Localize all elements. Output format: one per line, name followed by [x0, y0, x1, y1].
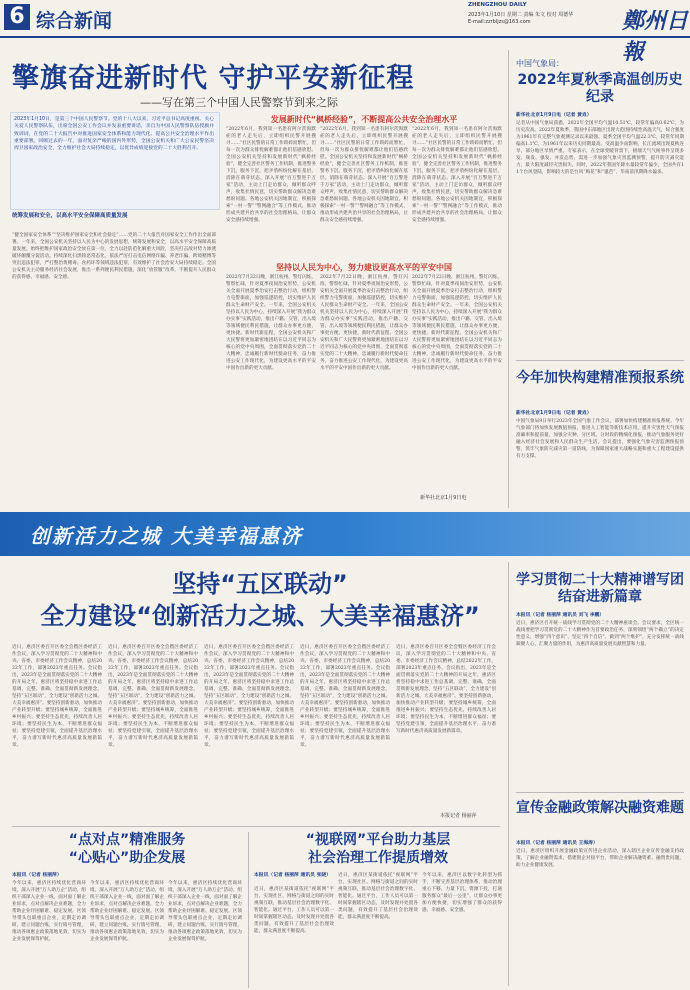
right-bottom2-dateline: 本报讯（记者 杨丽萍 通讯员 王海涛）: [516, 841, 598, 846]
feature-divider: [12, 826, 500, 827]
bottom-left-headline-line2: “心贴心”助企发展: [68, 850, 186, 866]
right-top-dateline: 新华社北京1月9日电（记者 黄垚）: [516, 113, 592, 118]
right-divider: [516, 360, 684, 361]
bottom-left-body-col1: 今年以来，惠济区持续优化营商环境，深入开展“万人助万企”活动，组织干部深入企业一线，面对面了解企业诉求，点对点解决企业难题，全力帮助企业纾困解难、稳定发展。区领导带头包联重点企业，定期走访调研，建立问题台账，实行销号管理，推动各项惠企政策落地见效，切实为企业发展保驾护航。: [12, 881, 86, 942]
right-top-kicker: 中国气象局：: [516, 59, 564, 68]
bottom-mid-headline-line1: “视联网”平台助力基层: [305, 832, 451, 848]
lead-headline: 擎旗奋进新时代 守护平安新征程: [12, 63, 415, 94]
section-name: 综合新闻: [36, 10, 113, 32]
bottom-mid-body-col1: 近日，惠济区某街道依托“视联网”平台，实现社区、网格与街道之间的实时视频互联，推动基层社会治理数字化、智能化。通过平台，工作人员可以第一时间掌握辖区动态，及时发现并处置各类问题，有效提升了基层社会治理效能，群众满意度不断提高。: [254, 887, 334, 934]
bottom-mid-body-col3: 今年以来，惠济区以数字化转型为抓手，不断完善基层治理体系，推动治理重心下移、力量下沉、资源下投，打通服务群众“最后一公里”，让群众办事更加方便快捷，切实增强了群众的获得感、幸福感、安全感。: [422, 873, 502, 913]
right-bottom-dateline: 本报讯（记者 杨丽萍 通讯员 刘飞 李鹏）: [516, 613, 605, 618]
paper-english-name: ZHENGZHOU DAILY: [468, 2, 527, 8]
bottom-divider: [248, 832, 249, 988]
lead-subtitle: ——写在第三个中国人民警察节到来之际: [140, 96, 338, 109]
column-divider-lower: [508, 562, 509, 986]
right-bottom-divider: [516, 792, 684, 793]
feature-body-col4: 近日，惠济区委召开区委全会暨区委经济工作会议，深入学习贯彻党的二十大精神和中央、省委、市委经济工作会议精神，总结2022年工作，部署2023年重点任务。会议指出，2023年是全面贯彻落实党的二十大精神的开局之年，惠济区将坚持稳中求进工作总基调，完整、准确、全面贯彻新发展理念，坚持“五区联动”，全力建设“创新活力之城、大美幸福惠济”。要坚持创新驱动，加快推动产业转型升级；要坚持城乡统筹，全面推进乡村振兴；要坚持生态优先，持续改善人居环境；要坚持民生为本，不断增进群众福祉；要坚持党建引领，全面提升基层治理水平，奋力谱写新时代惠济高质量发展新篇章。: [300, 645, 390, 748]
section2-heading: 发展新时代“枫桥经验”，不断提高公共安全治理水平: [270, 115, 458, 124]
right-bottom-headline: 学习贯彻二十大精神谱写团结奋进新篇章: [516, 572, 684, 605]
feature-body-col1: 近日，惠济区委召开区委全会暨区委经济工作会议，深入学习贯彻党的二十大精神和中央、省委、市委经济工作会议精神，总结2022年工作，部署2023年重点任务。会议指出，2023年是全面贯彻落实党的二十大精神的开局之年，惠济区将坚持稳中求进工作总基调，完整、准确、全面贯彻新发展理念，坚持“五区联动”，全力建设“创新活力之城、大美幸福惠济”。要坚持创新驱动，加快推动产业转型升级；要坚持城乡统筹，全面推进乡村振兴；要坚持生态优先，持续改善人居环境；要坚持民生为本，不断增进群众福祉；要坚持党建引领，全面提升基层治理水平，奋力谱写新时代惠济高质量发展新篇章。: [12, 645, 102, 748]
feature-headline-line2: 全力建设“创新活力之城、大美幸福惠济”: [40, 602, 480, 630]
right-top-headline: 2022年夏秋季高温创历史纪录: [517, 72, 683, 105]
bottom-left-body-col2: 今年以来，惠济区持续优化营商环境，深入开展“万人助万企”活动，组织干部深入企业一线，面对面了解企业诉求，点对点解决企业难题，全力帮助企业纾困解难、稳定发展。区领导带头包联重点企业，定期走访调研，建立问题台账，实行销号管理，推动各项惠企政策落地见效，切实为企业发展保驾护航。: [90, 881, 164, 942]
feature-body-col3: 近日，惠济区委召开区委全会暨区委经济工作会议，深入学习贯彻党的二十大精神和中央、省委、市委经济工作会议精神，总结2022年工作，部署2023年重点任务。会议指出，2023年是全面贯彻落实党的二十大精神的开局之年，惠济区将坚持稳中求进工作总基调，完整、准确、全面贯彻新发展理念，坚持“五区联动”，全力建设“创新活力之城、大美幸福惠济”。要坚持创新驱动，加快推动产业转型升级；要坚持城乡统筹，全面推进乡村振兴；要坚持生态优先，持续改善人居环境；要坚持民生为本，不断增进群众福祉；要坚持党建引领，全面提升基层治理水平，奋力谱写新时代惠济高质量发展新篇章。: [204, 645, 294, 748]
bottom-left-dateline: 本报讯（记者 杨丽萍）: [12, 873, 62, 878]
section3-body-col1: 2022年7月22日晚，浙江杭州，警灯闪烁，警察忙碌，针对夏季夜间治安形势，公安机关全面开展夏季治安打击整治行动，组织警力屯警街面，加强巡逻防控，切实维护人民群众生命财产安全。一年来，全国公安机关坚持以人民为中心，持续深入开展“我为群众办实事”实践活动，推出户籍、交管、出入境等领域便民利民措施，让群众办事更方便、更快捷。新时代新征程，全国公安机关和广大民警将更加紧密地团结在以习近平同志为核心的党中央周围，全面贯彻落实党的二十大精神，忠诚履行新时代使命任务，奋力推进公安工作现代化，为建设更高水平的平安中国作出新的更大贡献。: [226, 275, 316, 371]
section3-heading: 坚持以人民为中心，努力建设更高水平的平安中国: [276, 263, 452, 272]
section1-body: “健全国家安全体系”“坚决维护国家安全和社会稳定”……党的二十大报告对国家安全工作作出全面部署。一年来，全国公安机关坚持以人民为中心的发展思想，统筹发展和安全，以高水平安全保障高质量发展。始终把维护国家政治安全放在第一位，全力以赴防范化解重大风险，坚决打击敌对势力渗透破坏颠覆分裂活动。持续深化扫黑除恶常态化，依法严厉打击电信网络诈骗、养老诈骗、跨境赌博等突出违法犯罪，严打整治黄赌毒、食药环等领域违法犯罪，有效维护了社会治安大局持续稳定。全国公安机关主动服务经济社会发展，推出一系列便民利民措施，深化“放管服”改革，不断提升人民群众的获得感、幸福感、安全感。: [12, 233, 216, 280]
feature-headline-line1: 坚持“五区联动”: [172, 570, 348, 598]
right-top-body: 记者从中国气象局获悉，2022年全国平均气温10.51℃，较常年偏高0.62℃，为历史次高。2022年夏秋季，我国中东部地区出现大范围持续性高温天气，综合强度为1961年有完整气象观测记录以来最强。夏季全国平均气温22.3℃，较常年同期偏高1.1℃，为1961年以来历史同期最高。受高温少雨影响，长江流域出现夏秋连旱，部分地区旱情严重。专家表示，在全球变暖背景下，极端天气气候事件呈现多发、频发、强发、并发态势，需进一步加强气象灾害监测预警，提升防灾减灾能力，最大限度减轻灾害损失。同时，2022年我国年降水量较常年偏少，全国共有11个台风登陆，影响较大的是台风“梅花”和“暹芭”，华南前汛期降水偏多。: [516, 121, 684, 175]
right-mid-headline: 今年加快构建精准预报系统: [516, 370, 684, 386]
right-mid-dateline: 新华社北京1月9日电（记者 黄垚）: [516, 411, 592, 416]
bottom-mid-dateline: 本报讯（记者 杨丽萍 通讯员 张晓）: [254, 873, 331, 878]
lead-intro: 2023年1月10日，是第三个中国人民警察节。党的十八大以来，习近平总书记高度重视、关心关爱人民警察队伍，出席全国公安工作会议并发表重要讲话，亲自为中国人民警察队伍授旗并致训词，在党的二十大报告中对推进国家安全体系和能力现代化、提高公共安全治理水平作出重要部署。回顾过去的一年，面对复杂严峻的国内外形势，全国公安机关和广大公安民警坚决捍卫国家政治安全，全力维护社会大局持续稳定，以优异成绩迎接党的二十大胜利召开。: [14, 117, 214, 152]
bottom-left-headline-line1: “点对点”精准服务: [68, 832, 186, 848]
date-line: 2023年1月10日 星期二 责编 朱文 校对 周德华: [468, 12, 574, 18]
bottom-mid-body-col2: 近日，惠济区某街道依托“视联网”平台，实现社区、网格与街道之间的实时视频互联，推动基层社会治理数字化、智能化。通过平台，工作人员可以第一时间掌握辖区动态，及时发现并处置各类问题，有效提升了基层社会治理效能，群众满意度不断提高。: [338, 873, 418, 920]
right-mid-body: 中国气象局9日举行2023年全国气象工作会议，部署加快构建精准预报系统。今年气象部门将加快发展数值预报，推进人工智能等新技术应用，提升灾害性天气预报准确率和提前量，加强分灾种、分区域、分时段的精细化预报，推动气象服务更好融入经济社会发展和人民群众生产生活。会议提出，要强化气象灾害监测预报预警，筑牢气象防灾减灾第一道防线，为保障国家重大战略实施和重大工程建设提供有力支撑。: [516, 419, 684, 459]
section2-body-col3: “2022年6月，我到知一名患有阿尔茨海默症的老人走失后，立即组织民警开展搜寻……”社区民警的日常工作琐碎而繁忙，但每一次为群众排忧解难都让他们倍感欣慰。全国公安机关坚持和发展新时代“枫桥经验”，健全完善社区警务工作机制，推进警务下沉、服务下沉，把矛盾纠纷化解在基层、消除在萌芽状态。深入开展“百万警进千万家”活动，主动上门走访群众，倾听群众呼声，收集社情民意，切实帮助群众解决急难愁盼问题。各地公安机关因地制宜，积极探索“一村一警”“警网融合”等工作模式，推动形成共建共治共享的社会治理格局，让群众安全感持续增强。: [412, 127, 502, 223]
right-bottom-body: 近日，惠济区召开统一战线学习贯彻党的二十大精神座谈会。会议要求，全区统一战线要把学习贯彻党的二十大精神作为首要政治任务，深刻领悟“两个确立”的决定性意义，增强“四个意识”、坚定“四个自信”、做到“两个维护”，充分发挥统一战线凝聚人心、汇聚力量的作用，为惠济高质量发展贡献智慧和力量。: [516, 621, 684, 647]
section1-heading: 统筹发展和安全，以高水平安全保障高质量发展: [12, 213, 128, 219]
column-divider: [508, 50, 509, 508]
section3-body-col2: 2022年7月22日晚，浙江杭州，警灯闪烁，警察忙碌，针对夏季夜间治安形势，公安机关全面开展夏季治安打击整治行动，组织警力屯警街面，加强巡逻防控，切实维护人民群众生命财产安全。一年来，全国公安机关坚持以人民为中心，持续深入开展“我为群众办实事”实践活动，推出户籍、交管、出入境等领域便民利民措施，让群众办事更方便、更快捷。新时代新征程，全国公安机关和广大民警将更加紧密地团结在以习近平同志为核心的党中央周围，全面贯彻落实党的二十大精神，忠诚履行新时代使命任务，奋力推进公安工作现代化，为建设更高水平的平安中国作出新的更大贡献。: [320, 275, 408, 371]
banner-title: 创新活力之城 大美幸福惠济: [30, 524, 303, 548]
section3-body-col3: 2022年7月22日晚，浙江杭州，警灯闪烁，警察忙碌，针对夏季夜间治安形势，公安机关全面开展夏季治安打击整治行动，组织警力屯警街面，加强巡逻防控，切实维护人民群众生命财产安全。一年来，全国公安机关坚持以人民为中心，持续深入开展“我为群众办实事”实践活动，推出户籍、交管、出入境等领域便民利民措施，让群众办事更方便、更快捷。新时代新征程，全国公安机关和广大民警将更加紧密地团结在以习近平同志为核心的党中央周围，全面贯彻落实党的二十大精神，忠诚履行新时代使命任务，奋力推进公安工作现代化，为建设更高水平的平安中国作出新的更大贡献。: [412, 275, 502, 371]
feature-body-col5: 近日，惠济区委召开区委全会暨区委经济工作会议，深入学习贯彻党的二十大精神和中央、省委、市委经济工作会议精神，总结2022年工作，部署2023年重点任务。会议指出，2023年是全面贯彻落实党的二十大精神的开局之年，惠济区将坚持稳中求进工作总基调，完整、准确、全面贯彻新发展理念，坚持“五区联动”，全力建设“创新活力之城、大美幸福惠济”。要坚持创新驱动，加快推动产业转型升级；要坚持城乡统筹，全面推进乡村振兴；要坚持生态优先，持续改善人居环境；要坚持民生为本，不断增进群众福祉；要坚持党建引领，全面提升基层治理水平，奋力谱写新时代惠济高质量发展新篇章。: [396, 645, 496, 734]
section2-body-col1: “2022年6月，我到知一名患有阿尔茨海默症的老人走失后，立即组织民警开展搜寻……”社区民警的日常工作琐碎而繁忙，但每一次为群众排忧解难都让他们倍感欣慰。全国公安机关坚持和发展新时代“枫桥经验”，健全完善社区警务工作机制，推进警务下沉、服务下沉，把矛盾纠纷化解在基层、消除在萌芽状态。深入开展“百万警进千万家”活动，主动上门走访群众，倾听群众呼声，收集社情民意，切实帮助群众解决急难愁盼问题。各地公安机关因地制宜，积极探索“一村一警”“警网融合”等工作模式，推动形成共建共治共享的社会治理格局，让群众安全感持续增强。: [226, 127, 316, 223]
feature-body-col2: 近日，惠济区委召开区委全会暨区委经济工作会议，深入学习贯彻党的二十大精神和中央、省委、市委经济工作会议精神，总结2022年工作，部署2023年重点任务。会议指出，2023年是全面贯彻落实党的二十大精神的开局之年，惠济区将坚持稳中求进工作总基调，完整、准确、全面贯彻新发展理念，坚持“五区联动”，全力建设“创新活力之城、大美幸福惠济”。要坚持创新驱动，加快推动产业转型升级；要坚持城乡统筹，全面推进乡村振兴；要坚持生态优先，持续改善人居环境；要坚持民生为本，不断增进群众福祉；要坚持党建引领，全面提升基层治理水平，奋力谱写新时代惠济高质量发展新篇章。: [108, 645, 198, 748]
bottom-left-body-col3: 今年以来，惠济区持续优化营商环境，深入开展“万人助万企”活动，组织干部深入企业一线，面对面了解企业诉求，点对点解决企业难题，全力帮助企业纾困解难、稳定发展。区领导带头包联重点企业，定期走访调研，建立问题台账，实行销号管理，推动各项惠企政策落地见效，切实为企业发展保驾护航。: [168, 881, 242, 942]
bottom-mid-headline-line2: 社会治理工作提质增效: [308, 850, 448, 866]
feature-byline: 本报记者 杨丽萍: [440, 813, 477, 819]
page-number: 6: [4, 4, 30, 30]
special-banner: [0, 512, 690, 556]
lead-source: 新华社北京1月9日电: [420, 495, 467, 501]
section2-body-col2: “2022年6月，我到知一名患有阿尔茨海默症的老人走失后，立即组织民警开展搜寻……”社区民警的日常工作琐碎而繁忙，但每一次为群众排忧解难都让他们倍感欣慰。全国公安机关坚持和发展新时代“枫桥经验”，健全完善社区警务工作机制，推进警务下沉、服务下沉，把矛盾纠纷化解在基层、消除在萌芽状态。深入开展“百万警进千万家”活动，主动上门走访群众，倾听群众呼声，收集社情民意，切实帮助群众解决急难愁盼问题。各地公安机关因地制宜，积极探索“一村一警”“警网融合”等工作模式，推动形成共建共治共享的社会治理格局，让群众安全感持续增强。: [320, 127, 408, 223]
contact-email: E-mail:zzrbljzs@163.com: [468, 19, 531, 25]
right-bottom2-body: 近日，惠济区组织开展金融政策宣传进企业活动，深入辖区企业宣传金融支持政策，了解企业融资需求，搭建银企对接平台，帮助企业解决融资难、融资贵问题，助力企业健康发展。: [516, 849, 684, 868]
newspaper-logo: 鄭州日報: [622, 8, 689, 65]
right-bottom2-headline: 宣传金融政策解决融资难题: [516, 800, 684, 816]
